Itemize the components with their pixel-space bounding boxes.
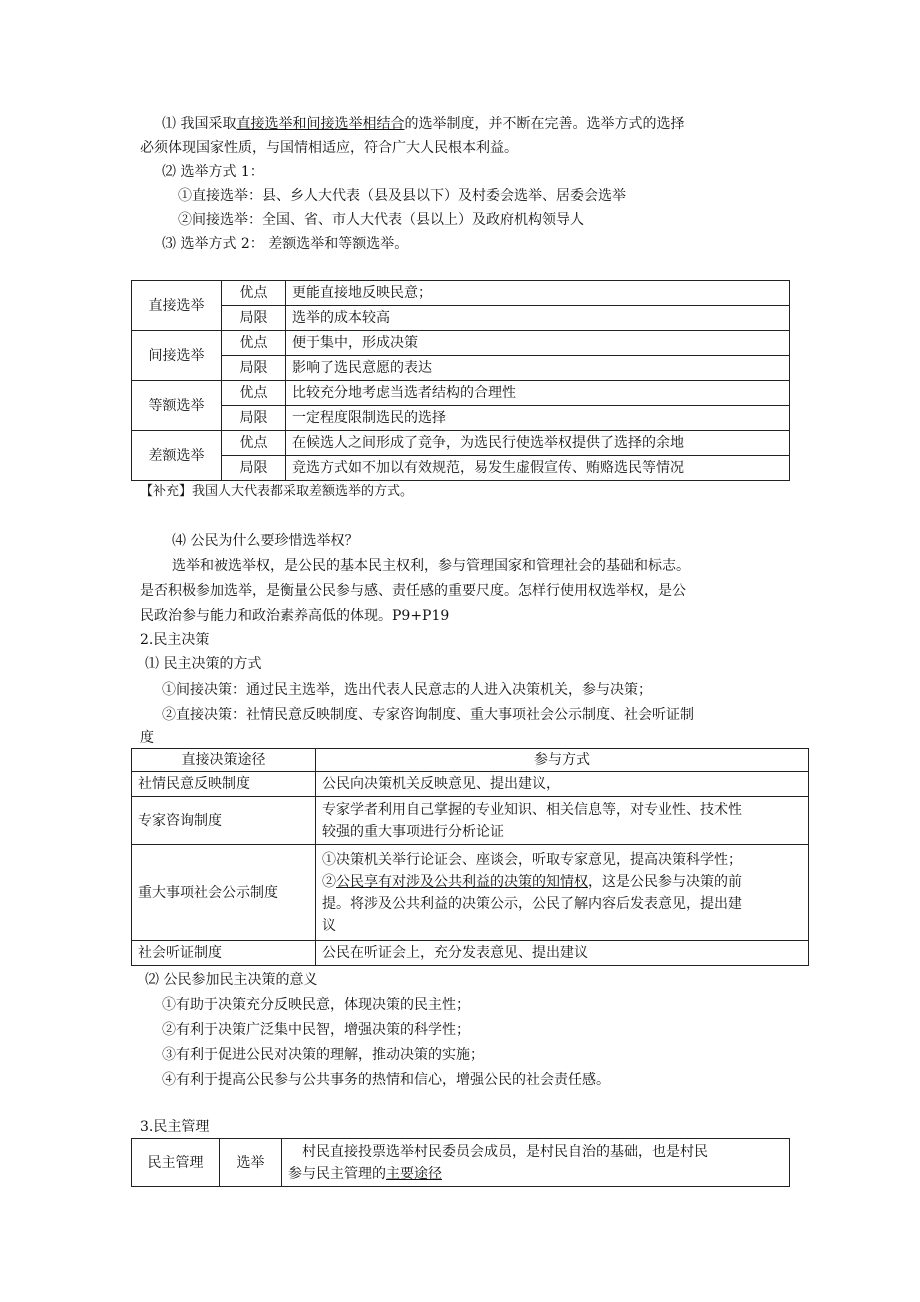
management-text-line bbox=[288, 1163, 783, 1185]
value-cell: 一定程度限制选民的选择 bbox=[286, 406, 790, 431]
indirect-election: ②间接选举：全国、省、市人大代表（县以上）及政府机构领导人 bbox=[178, 212, 584, 228]
supplement-note: 【补充】我国人大代表都采取差额选举的方式。 bbox=[140, 484, 414, 499]
method-cell: 直接选举 bbox=[132, 281, 222, 331]
row-text bbox=[316, 797, 809, 845]
management-text bbox=[282, 1139, 790, 1187]
row-text-part: ，这是公民参与决策的前 bbox=[588, 873, 742, 890]
value-cell: 更能直接地反映民意； bbox=[286, 281, 790, 306]
intro-line-1 bbox=[162, 113, 684, 135]
row-text-line: 较强的重大事项进行分析论证 bbox=[322, 823, 504, 840]
value-cell: 选举的成本较高 bbox=[286, 306, 790, 331]
row-text-line: 专家学者利用自己掌握的专业知识、相关信息等，对专业性、技术性 bbox=[322, 801, 742, 818]
row-text: 公民向决策机关反映意见、提出建议， bbox=[316, 772, 809, 797]
value-cell: 竞选方式如不加以有效规范，易发生虚假宣传、贿赂选民等情况 bbox=[286, 456, 790, 481]
management-text-line: 村民直接投票选举村民委员会成员，是村民自治的基础，也是村民 bbox=[302, 1143, 708, 1160]
election-table bbox=[131, 280, 790, 481]
method-cell: 差额选举 bbox=[132, 431, 222, 481]
label-cell: 局限 bbox=[222, 356, 286, 381]
row-name: 重大事项社会公示制度 bbox=[132, 845, 316, 941]
row-text-line: 议 bbox=[322, 917, 336, 934]
row-name: 社情民意反映制度 bbox=[132, 772, 316, 797]
decision-table bbox=[131, 748, 809, 966]
label-cell: 优点 bbox=[222, 331, 286, 356]
value-cell: 便于集中，形成决策 bbox=[286, 331, 790, 356]
header-cell: 参与方式 bbox=[316, 749, 809, 772]
method-cell: 等额选举 bbox=[132, 381, 222, 431]
election-method-2: ⑶ 选举方式 2： 差额选举和等额选举。 bbox=[162, 236, 409, 252]
row-text-line bbox=[322, 871, 802, 893]
row-text-line: ①决策机关举行论证会、座谈会，听取专家意见，提高决策科学性； bbox=[322, 851, 742, 868]
method-cell: 间接选举 bbox=[132, 331, 222, 381]
management-heading: 3.民主管理 bbox=[140, 1119, 210, 1135]
section4-line-1: 选举和被选举权，是公民的基本民主权利，参与管理国家和管理社会的基础和标志。 bbox=[172, 558, 690, 574]
label-cell: 局限 bbox=[222, 306, 286, 331]
meaning-2: ②有利于决策广泛集中民智，增强决策的科学性； bbox=[162, 1022, 470, 1038]
row-text-underlined: 公民享有对涉及公共利益的决策的知情权 bbox=[336, 873, 588, 890]
intro-text: ⑴ 我国采取 bbox=[162, 116, 237, 132]
section4-line-2: 是否积极参加选举，是衡量公民参与感、责任感的重要尺度。怎样行使用权选举权，是公 bbox=[140, 583, 686, 599]
label-cell: 局限 bbox=[222, 406, 286, 431]
label-cell: 优点 bbox=[222, 431, 286, 456]
label-cell: 局限 bbox=[222, 456, 286, 481]
decision-heading: 2.民主决策 bbox=[140, 632, 210, 648]
label-cell: 优点 bbox=[222, 281, 286, 306]
direct-election: ①直接选举：县、乡人大代表（县及县以下）及村委会选举、居委会选举 bbox=[178, 188, 626, 204]
row-text bbox=[316, 845, 809, 941]
intro-underlined: 直接选举和间接选举相结合 bbox=[236, 116, 405, 132]
row-name: 社会听证制度 bbox=[132, 941, 316, 966]
intro-text: 的选举制度，并不断在完善。选举方式的选择 bbox=[404, 116, 685, 132]
header-cell: 直接决策途径 bbox=[132, 749, 316, 772]
decision-sub1: ⑴ 民主决策的方式 bbox=[145, 656, 262, 672]
value-cell: 影响了选民意愿的表达 bbox=[286, 356, 790, 381]
value-cell: 在候选人之间形成了竞争，为选民行使选举权提供了选择的余地 bbox=[286, 431, 790, 456]
intro-line-2: 必须体现国家性质，与国情相适应，符合广大人民根本利益。 bbox=[140, 140, 518, 156]
row-text-part: ② bbox=[322, 873, 336, 890]
management-cell: 民主管理 bbox=[132, 1139, 220, 1187]
row-text-line: 提。将涉及公共利益的决策公示，公民了解内容后发表意见，提出建 bbox=[322, 895, 742, 912]
section4-question: ⑷ 公民为什么要珍惜选举权？ bbox=[172, 533, 359, 549]
management-table bbox=[131, 1138, 790, 1187]
decision-sub2: ⑵ 公民参加民主决策的意义 bbox=[145, 972, 318, 988]
label-cell: 优点 bbox=[222, 381, 286, 406]
election-cell: 选举 bbox=[220, 1139, 282, 1187]
election-method-1: ⑵ 选举方式 1： bbox=[162, 164, 264, 180]
meaning-3: ③有利于促进公民对决策的理解，推动决策的实施； bbox=[162, 1047, 484, 1063]
row-name: 专家咨询制度 bbox=[132, 797, 316, 845]
direct-decision: ②直接决策：社情民意反映制度、专家咨询制度、重大事项社会公示制度、社会听证制 bbox=[162, 707, 694, 723]
section4-line-3: 民政治参与能力和政治素养高低的体现。P9+P19 bbox=[140, 608, 450, 624]
meaning-4: ④有利于提高公民参与公共事务的热情和信心，增强公民的社会责任感。 bbox=[162, 1072, 610, 1088]
value-cell: 比较充分地考虑当选者结构的合理性 bbox=[286, 381, 790, 406]
direct-decision-cont: 度 bbox=[140, 730, 154, 746]
management-text-part: 参与民主管理的 bbox=[288, 1165, 386, 1182]
row-text: 公民在听证会上，充分发表意见、提出建议 bbox=[316, 941, 809, 966]
indirect-decision: ①间接决策：通过民主选举，选出代表人民意志的人进入决策机关，参与决策； bbox=[162, 682, 652, 698]
management-text-underlined: 主要途径 bbox=[386, 1165, 442, 1182]
meaning-1: ①有助于决策充分反映民意，体现决策的民主性； bbox=[162, 997, 470, 1013]
